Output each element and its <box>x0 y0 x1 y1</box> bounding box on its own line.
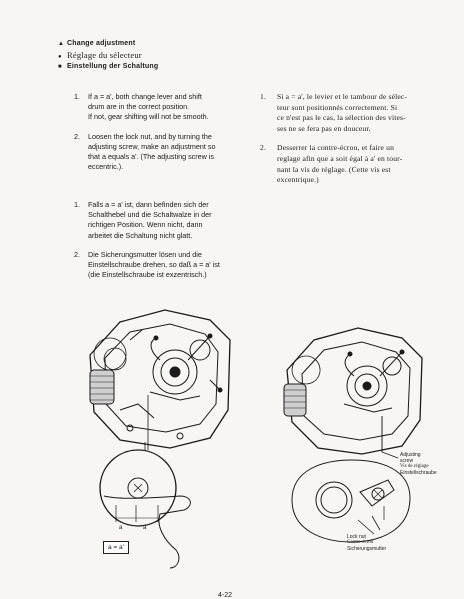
label-a-prime: a' <box>143 525 148 531</box>
french-step-1: 1. Si a = a', le levier et le tambour de sélec- teur sont positionnés correctement. Si ce n'est pas le cas, la sélection des vites- ses ne se fera pas en douceur. <box>260 92 408 133</box>
left-engine-illustration <box>60 300 250 580</box>
circle-bullet-icon: ● <box>58 53 62 60</box>
ratio-label-box: a = a' <box>103 541 129 554</box>
square-bullet-icon: ■ <box>58 64 62 70</box>
section-headings <box>58 39 158 73</box>
adjusting-screw-callout: Adjusting screw Vis de réglage Einstellschraube <box>400 452 437 476</box>
english-instructions <box>74 92 284 181</box>
lock-nut-callout: Lock nut Contre-écrou Sicherungsmutter <box>347 534 387 552</box>
french-instructions <box>260 92 446 195</box>
page-number: 4-22 <box>218 592 233 599</box>
heading-fr: ● Réglage du sélecteur <box>58 50 158 63</box>
english-step-2: 2. Loosen the lock nut, and by turning the adjusting screw, make an adjustment so that a equals a'. (The adjusting screw is eccentric.). <box>74 131 216 172</box>
german-step-1: 1. Falls a = a' ist, dann befinden sich der Schalthebel und die Schaltwalze in der richtigen Position. Wenn nicht, dann arbeitet die Schaltung nicht glatt. <box>74 200 212 240</box>
triangle-bullet-icon: ▲ <box>58 41 65 47</box>
german-instructions <box>74 200 284 289</box>
english-step-1: 1. If a = a', both change lever and shift drum are in the correct position. If not, gear shifting will not be smooth. <box>74 92 209 122</box>
german-step-2: 2. Die Sicherungsmutter lösen und die Einstellschraube drehen, so daß a = a' ist (die Einstellschraube ist exzentrisch.) <box>74 249 220 280</box>
label-a: a <box>119 525 123 531</box>
heading-de: ■ Einstellung der Schaltung <box>58 62 158 73</box>
heading-en: ▲ Change adjustment <box>58 39 158 50</box>
right-engine-illustration <box>262 320 452 570</box>
french-step-2: 2. Desserrer la contre-écrou, et faire un reglage afin que a soit égal à a' en tour- nant la vis de réglage. (Cette vis est excentrique.) <box>260 143 403 185</box>
